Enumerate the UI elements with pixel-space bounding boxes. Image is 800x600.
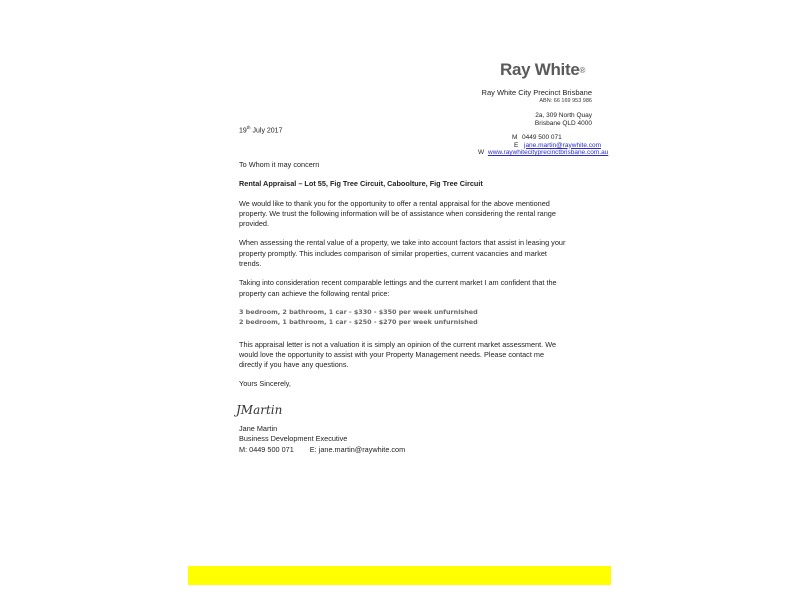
office-name: Ray White City Precinct Brisbane	[481, 88, 592, 97]
contact-website	[478, 149, 608, 157]
handwritten-signature: JMartin	[236, 403, 283, 417]
letter-date	[239, 125, 282, 134]
address-block	[535, 112, 592, 128]
signer-email: E: jane.martin@raywhite.com	[309, 444, 406, 454]
paragraph-4: This appraisal letter is not a valuation it is simply an opinion of the current market assessment. We would love the opportunity to assist with your Property Management needs. Please contact me directly if you have any questions.	[239, 339, 557, 370]
date-day: 19	[239, 127, 247, 135]
signature-block	[239, 424, 405, 455]
paragraph-1: We would like to thank you for the opportunity to offer a rental appraisal for the above mentioned property. We trust the following information will be of assistance when considering the rental range provided.	[239, 198, 556, 229]
paragraph-2: When assessing the rental value of a property, we take into account factors that assist in leasing your property promptly. This includes comparison of similar properties, current vacancies and market trends.	[239, 238, 566, 269]
highlight-bar	[188, 566, 611, 585]
letter-body	[239, 160, 569, 399]
email-link[interactable]: jane.martin@raywhite.com	[524, 141, 602, 149]
contact-mobile	[512, 134, 608, 142]
website-label: W	[478, 149, 485, 156]
paragraph-3: Taking into consideration recent comparable lettings and the current market I am confident that the property can achieve the following rental price:	[239, 278, 557, 298]
signer-name: Jane Martin	[239, 424, 278, 433]
mobile-value: 0449 500 071	[522, 134, 562, 141]
logo-text: Ray White	[500, 60, 580, 79]
abn: ABN: 66 169 953 986	[539, 98, 592, 104]
email-label: E	[514, 141, 519, 149]
registered-mark: ®	[579, 66, 586, 76]
signer-contacts	[239, 445, 405, 455]
signer-mobile: M: 0449 500 071	[239, 444, 294, 454]
ray-white-logo	[500, 60, 585, 80]
rent-option-1: 3 bedroom, 2 bathroom, 1 car - $330 - $350 per week unfurnished	[239, 307, 478, 316]
address-line-1: 2a, 309 North Quay	[535, 112, 592, 119]
address-line-2: Brisbane QLD 4000	[534, 120, 592, 127]
signer-title: Business Development Executive	[239, 434, 348, 444]
date-rest: July 2017	[250, 127, 283, 135]
date-suffix: th	[246, 125, 251, 130]
rental-prices	[239, 308, 569, 328]
closing: Yours Sincerely,	[239, 379, 291, 389]
contact-email	[514, 142, 608, 150]
rent-option-2: 2 bedroom, 1 bathroom, 1 car - $250 - $270 per week unfurnished	[239, 317, 478, 326]
website-link[interactable]: www.raywhitecityprecinctbrisbane.com.au	[488, 149, 609, 156]
subject-line: Rental Appraisal – Lot 55, Fig Tree Circuit, Caboolture, Fig Tree Circuit	[239, 179, 483, 189]
agency-block	[482, 88, 592, 105]
salutation: To Whom it may concern	[239, 160, 320, 169]
contact-block	[478, 134, 608, 157]
mobile-label: M	[512, 134, 518, 141]
